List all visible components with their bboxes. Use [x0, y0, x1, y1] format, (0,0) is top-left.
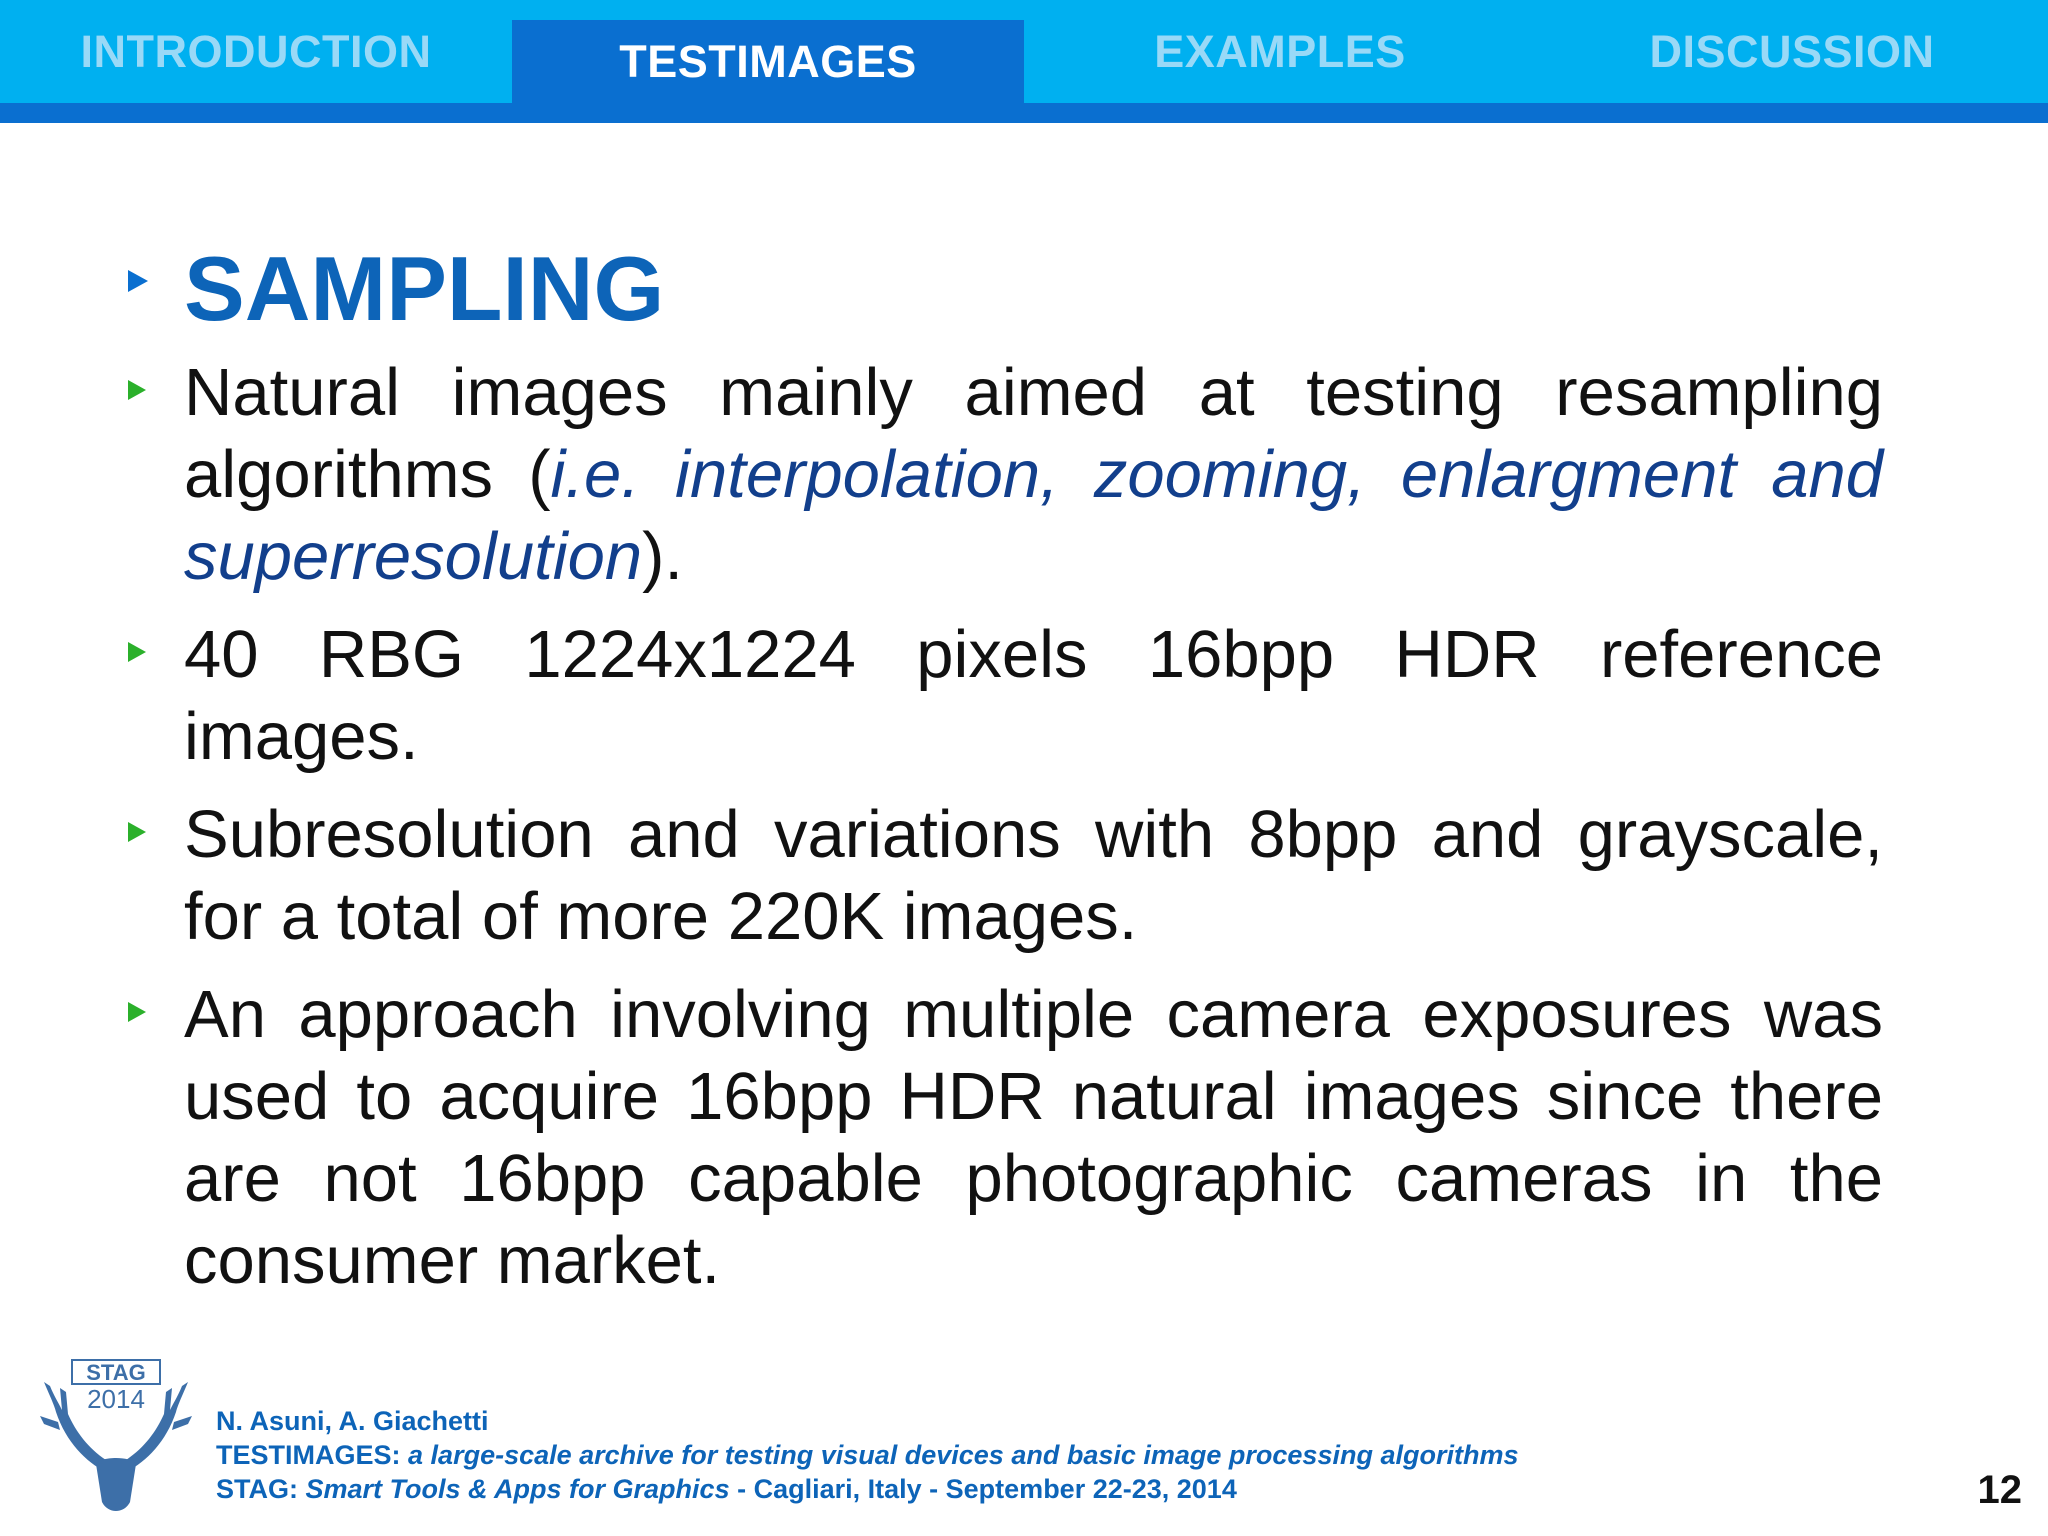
top-nav: [0, 0, 2048, 103]
conf-name: STAG:: [216, 1474, 298, 1504]
tab-introduction[interactable]: INTRODUCTION: [80, 25, 432, 77]
green-arrow-icon: [128, 642, 146, 662]
footer-authors: N. Asuni, A. Giachetti: [216, 1406, 489, 1436]
footer-paper: [216, 1438, 1716, 1472]
paper-title: a large-scale archive for testing visual devices and basic image processing algorithms: [408, 1440, 1519, 1470]
bullet-item: [118, 974, 1883, 1302]
conf-title: Smart Tools & Apps for Graphics: [305, 1474, 730, 1504]
bullet-item: [118, 352, 1883, 598]
bullet-item: [118, 794, 1883, 958]
blue-arrow-icon: [128, 270, 148, 292]
slide-content: [118, 240, 1883, 1318]
page-number: 12: [1977, 1468, 2022, 1512]
bullet-text: An approach involving multiple camera exposures was used to acquire 16bpp HDR natural images since there are not 16bpp capable photographic cameras in the consumer market.: [184, 977, 1883, 1298]
bullet-text: [184, 352, 1883, 598]
green-arrow-icon: [128, 380, 146, 400]
paper-name: TESTIMAGES:: [216, 1440, 401, 1470]
bullet-text: Subresolution and variations with 8bpp and grayscale, for a total of more 220K images.: [184, 797, 1883, 954]
bullet-emphasis: i.e. interpolation, zooming, enlargment and superresolution: [184, 437, 1884, 594]
green-arrow-icon: [128, 822, 146, 842]
footer-citation: [216, 1404, 1716, 1506]
tab-examples[interactable]: EXAMPLES: [1154, 25, 1406, 77]
bullet-item: [118, 614, 1883, 778]
bullet-text: 40 RBG 1224x1224 pixels 16bpp HDR reference images.: [184, 617, 1883, 774]
bullet-text-part: ).: [642, 519, 684, 594]
tab-testimages[interactable]: TESTIMAGES: [512, 20, 1024, 103]
green-arrow-icon: [128, 1002, 146, 1022]
logo-line1: STAG: [86, 1360, 146, 1385]
heading-row: [118, 240, 1883, 340]
conf-details: - Cagliari, Italy - September 22-23, 2014: [737, 1474, 1237, 1504]
tab-discussion[interactable]: DISCUSSION: [1649, 25, 1935, 77]
footer-conference: [216, 1472, 1716, 1506]
nav-divider: [0, 103, 2048, 123]
bullet-text-part: Natural images mainly aimed at testing resampling algorithms (: [184, 355, 1883, 512]
slide-heading: SAMPLING: [184, 239, 665, 340]
logo-line2: 2014: [87, 1384, 145, 1414]
stag-antlers-logo: [26, 1352, 206, 1522]
